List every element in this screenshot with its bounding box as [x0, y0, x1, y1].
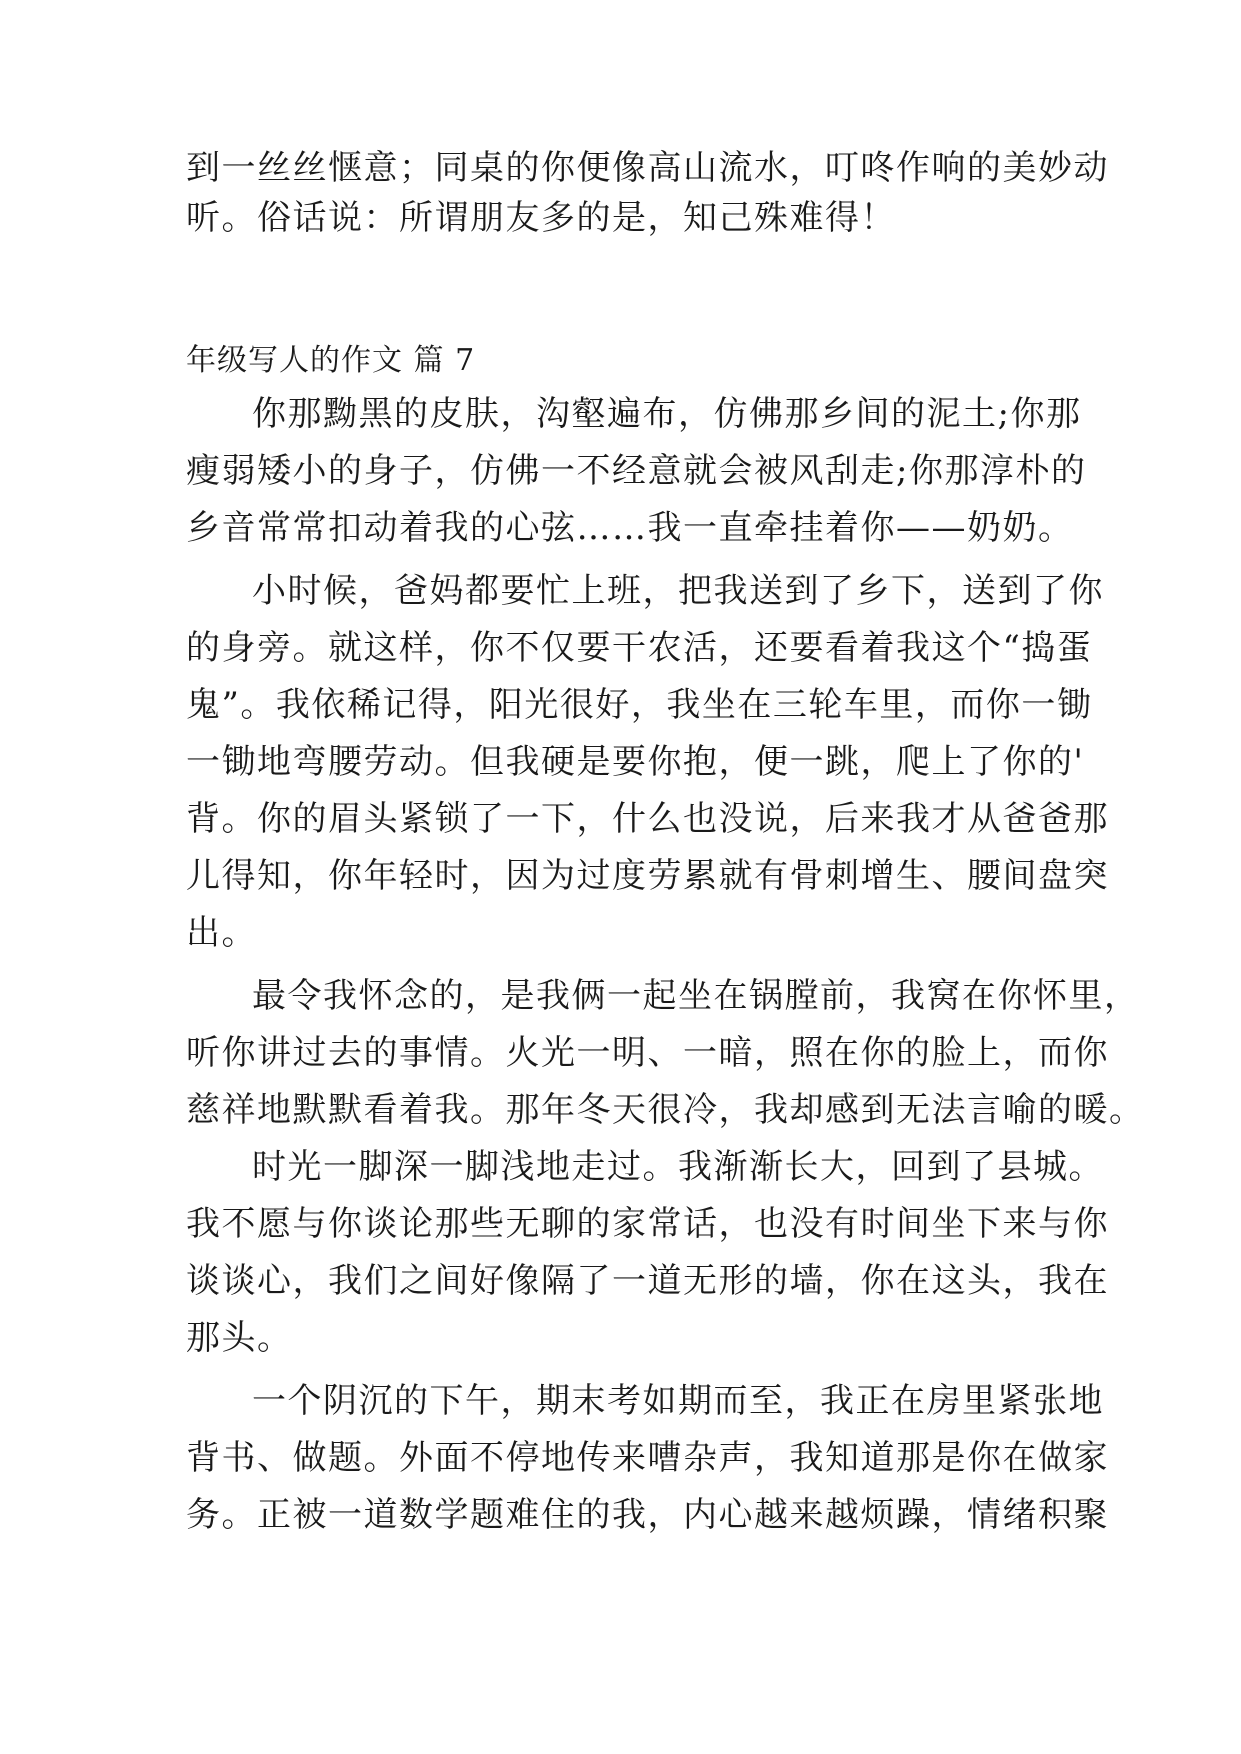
text-line: 的身旁。就这样，你不仅要干农活，还要看着我这个“捣蛋	[186, 628, 1093, 668]
text-line: 儿得知，你年轻时，因为过度劳累就有骨刺增生、腰间盘突	[186, 856, 1109, 896]
section-title: 年级写人的作文 篇 7	[186, 343, 476, 378]
text-line: 一个阴沉的下午，期末考如期而至，我正在房里紧张地	[252, 1381, 1104, 1421]
text-line: 听你讲过去的事情。火光一明、一暗，照在你的脸上，而你	[186, 1033, 1109, 1073]
text-line: 听。俗话说：所谓朋友多的是，知己殊难得！	[186, 198, 896, 238]
text-line: 背。你的眉头紧锁了一下，什么也没说，后来我才从爸爸那	[186, 799, 1109, 839]
text-line: 那头。	[186, 1318, 293, 1358]
text-line: 瘦弱矮小的身子，仿佛一不经意就会被风刮走;你那淳朴的	[186, 451, 1087, 491]
text-line: 一锄地弯腰劳动。但我硬是要你抱，便一跳，爬上了你的'	[186, 742, 1085, 782]
text-line: 最令我怀念的，是我俩一起坐在锅膛前，我窝在你怀里，	[252, 976, 1140, 1016]
text-line: 谈谈心，我们之间好像隔了一道无形的墙，你在这头，我在	[186, 1261, 1109, 1301]
text-line: 时光一脚深一脚浅地走过。我渐渐长大，回到了县城。	[252, 1147, 1104, 1187]
text-line: 你那黝黑的皮肤，沟壑遍布，仿佛那乡间的泥土;你那	[252, 394, 1082, 434]
text-line: 务。正被一道数学题难住的我，内心越来越烦躁，情绪积聚	[186, 1495, 1109, 1535]
text-line: 小时候，爸妈都要忙上班，把我送到了乡下，送到了你	[252, 571, 1104, 611]
text-line: 出。	[186, 913, 257, 953]
text-line: 背书、做题。外面不停地传来嘈杂声，我知道那是你在做家	[186, 1438, 1109, 1478]
text-line: 乡音常常扣动着我的心弦……我一直牵挂着你——奶奶。	[186, 508, 1074, 548]
text-line: 我不愿与你谈论那些无聊的家常话，也没有时间坐下来与你	[186, 1204, 1109, 1244]
text-line: 到一丝丝惬意；同桌的你便像高山流水，叮咚作响的美妙动	[186, 148, 1109, 188]
text-line: 慈祥地默默看着我。那年冬天很冷，我却感到无法言喻的暖。	[186, 1090, 1145, 1130]
text-line: 鬼”。我依稀记得，阳光很好，我坐在三轮车里，而你一锄	[186, 685, 1093, 725]
